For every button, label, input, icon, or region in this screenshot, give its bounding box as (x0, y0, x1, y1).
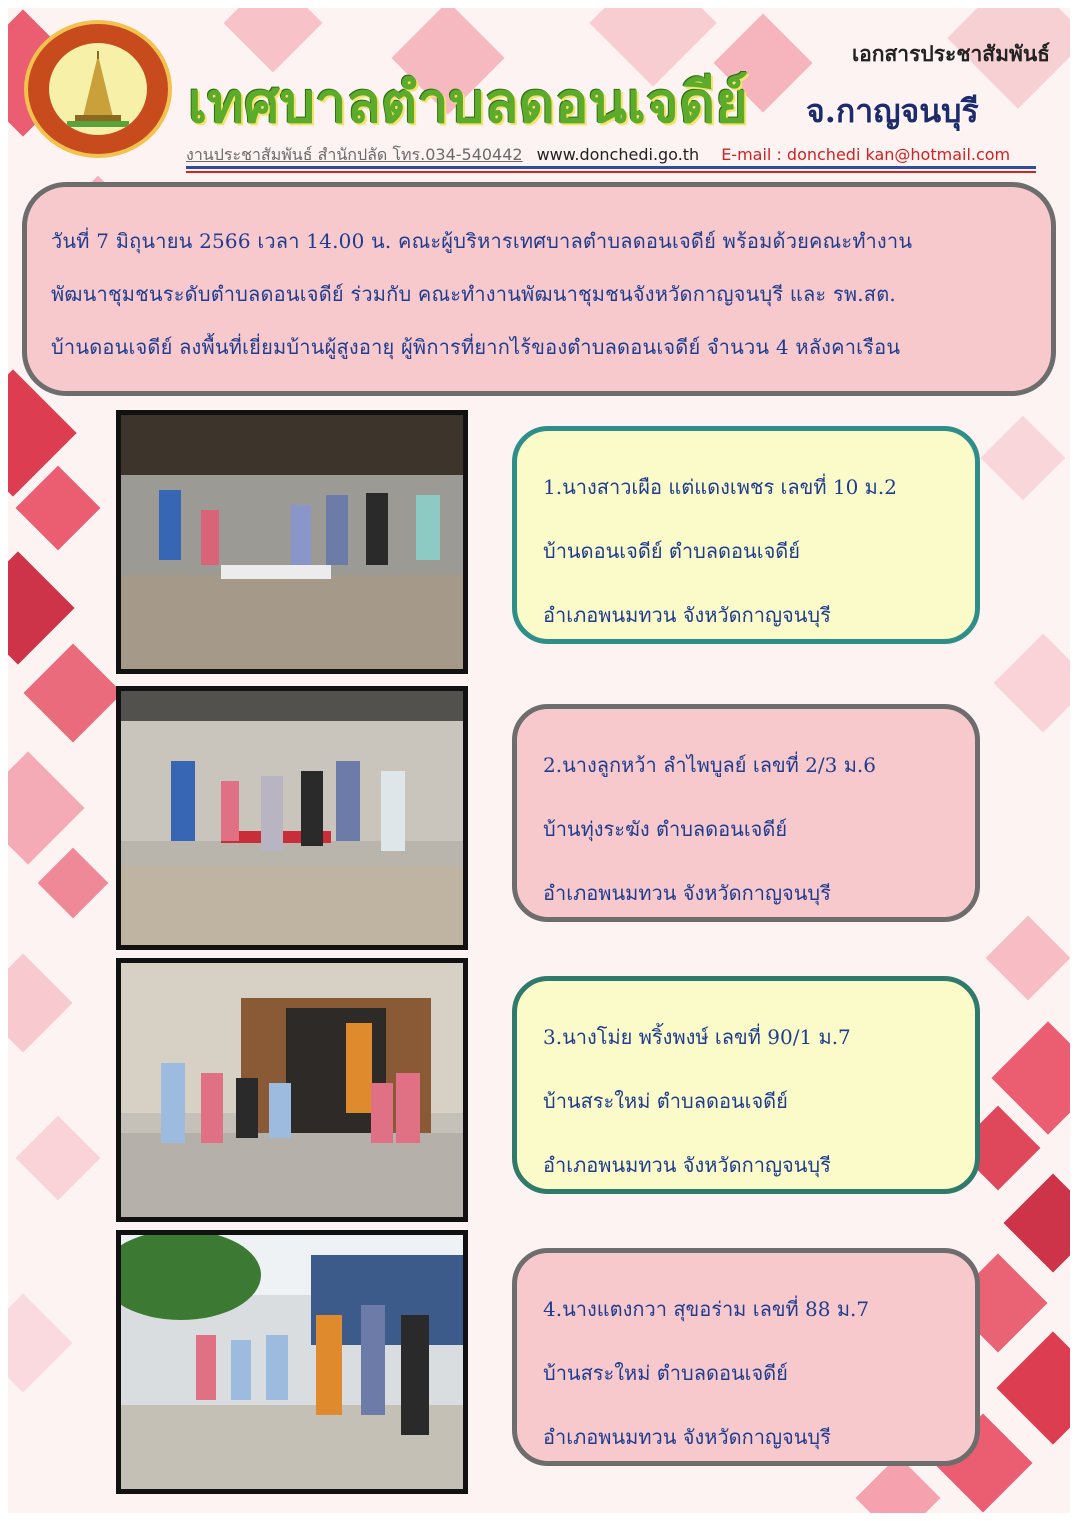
province-title: จ.กาญจนบุรี (806, 92, 979, 130)
intro-line: วันที่ 7 มิถุนายน 2566 เวลา 14.00 น. คณะผู้บริหารเทศบาลตำบลดอนเจดีย์ พร้อมด้วยคณะทำงาน (51, 229, 913, 253)
department-phone: งานประชาสัมพันธ์ สำนักปลัด โทร.034-540442 (186, 145, 523, 164)
visit-name-address: 4.นางแตงกวา สุขอร่าม เลขที่ 88 ม.7 (543, 1297, 870, 1321)
document-type-label: เอกสารประชาสัมพันธ์ (851, 42, 1050, 66)
visit-card-3 (512, 976, 980, 1194)
visit-district: อำเภอพนมทวน จังหวัดกาญจนบุรี (543, 1425, 831, 1449)
visit-district: อำเภอพนมทวน จังหวัดกาญจนบุรี (543, 1153, 831, 1177)
visit-name-address: 3.นางโม่ย พริ้งพงษ์ เลขที่ 90/1 ม.7 (543, 1025, 851, 1049)
municipal-seal-icon (24, 20, 172, 158)
header-divider-accent (186, 171, 1036, 173)
intro-line: พัฒนาชุมชนระดับตำบลดอนเจดีย์ ร่วมกับ คณะทำงานพัฒนาชุมชนจังหวัดกาญจนบุรี และ รพ.สต. (51, 282, 896, 306)
visit-photo-2 (116, 686, 468, 950)
visit-village: บ้านสระใหม่ ตำบลดอนเจดีย์ (543, 1089, 788, 1113)
visit-village: บ้านดอนเจดีย์ ตำบลดอนเจดีย์ (543, 539, 800, 563)
chedi-emblem (49, 43, 147, 135)
visit-photo-3 (116, 958, 468, 1222)
visit-name-address: 2.นางลูกหว้า ลำไพบูลย์ เลขที่ 2/3 ม.6 (543, 753, 876, 777)
website-link[interactable]: www.donchedi.go.th (536, 145, 700, 164)
header-divider (186, 166, 1036, 169)
visit-card-4 (512, 1248, 980, 1466)
visit-card-1 (512, 426, 980, 644)
document-page (8, 8, 1070, 1513)
org-title: เทศบาลตำบลดอนเจดีย์ (188, 70, 748, 136)
visit-photo-1 (116, 410, 468, 674)
visit-village: บ้านสระใหม่ ตำบลดอนเจดีย์ (543, 1361, 788, 1385)
visit-card-2 (512, 704, 980, 922)
visit-district: อำเภอพนมทวน จังหวัดกาญจนบุรี (543, 881, 831, 905)
intro-line: บ้านดอนเจดีย์ ลงพื้นที่เยี่ยมบ้านผู้สูงอายุ ผู้พิการที่ยากไร้ของตำบลดอนเจดีย์ จำนวน 4 หลังคาเรือน (51, 335, 901, 359)
email-link[interactable]: E-mail : donchedi kan@hotmail.com (721, 145, 1011, 164)
visit-village: บ้านทุ่งระฆัง ตำบลดอนเจดีย์ (543, 817, 788, 841)
visit-photo-4 (116, 1230, 468, 1494)
visit-district: อำเภอพนมทวน จังหวัดกาญจนบุรี (543, 603, 831, 627)
visit-name-address: 1.นางสาวเผือ แต่แดงเพชร เลขที่ 10 ม.2 (543, 475, 897, 499)
intro-box (22, 182, 1056, 396)
contact-info (186, 143, 1010, 168)
